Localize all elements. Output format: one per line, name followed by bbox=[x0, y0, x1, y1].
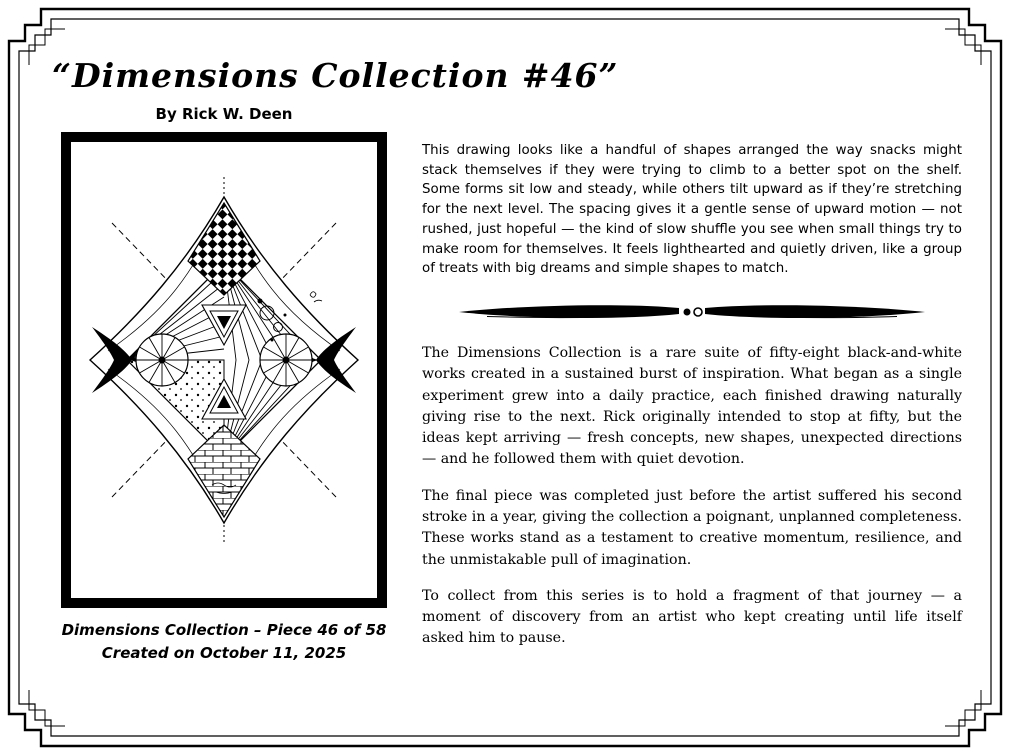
section-divider bbox=[422, 301, 962, 323]
abstract-geometric-drawing-image bbox=[74, 146, 374, 594]
caption-created-date: Created on October 11, 2025 bbox=[101, 644, 347, 663]
text-column bbox=[422, 141, 962, 666]
artwork-frame bbox=[61, 132, 387, 608]
artwork-caption bbox=[50, 619, 398, 666]
artwork-column bbox=[50, 105, 398, 666]
collection-story-paragraph-3: To collect from this series is to hold a fragment of that journey — a moment of discovery from an artist who kept creating until life itself asked him to pause. bbox=[422, 587, 962, 647]
artist-byline: By Rick W. Deen bbox=[155, 105, 293, 123]
two-column-layout bbox=[50, 105, 962, 666]
artwork-description-paragraph: This drawing looks like a handful of shapes arranged the way snacks might stack themselves if they were trying to climb to a better spot on the shelf. Some forms sit low and steady, while others tilt upward as if they’re stretching for the next level. The spacing gives it a gentle sense of upward motion — not rushed, just hopeful — the kind of slow shuffle you see when small things try to make room for themselves. It feels lighthearted and quietly driven, like a group of treats with big dreams and simple shapes to match. bbox=[422, 143, 962, 277]
page-title: “Dimensions Collection #46” bbox=[52, 56, 619, 95]
content-area bbox=[50, 56, 962, 666]
calligraphic-divider-icon bbox=[453, 301, 931, 323]
collection-story-paragraph-1: The Dimensions Collection is a rare suite of fifty-eight black-and-white works created in a sustained burst of inspiration. What began as a single experiment grew into a daily practice, each finished drawing naturally giving rise to the next. Rick originally intended to stop at fifty, but the ideas kept arriving — fresh concepts, new shapes, unexpected directions — and he followed them with quiet devotion. bbox=[422, 344, 962, 468]
caption-piece-number: Dimensions Collection – Piece 46 of 58 bbox=[61, 621, 387, 639]
collection-story-paragraph-2: The final piece was completed just before the artist suffered his second stroke in a year, giving the collection a poignant, unplanned completeness. These works stand as a testament to creative momentum, resilience, and the unmistakable pull of imagination. bbox=[422, 487, 962, 568]
